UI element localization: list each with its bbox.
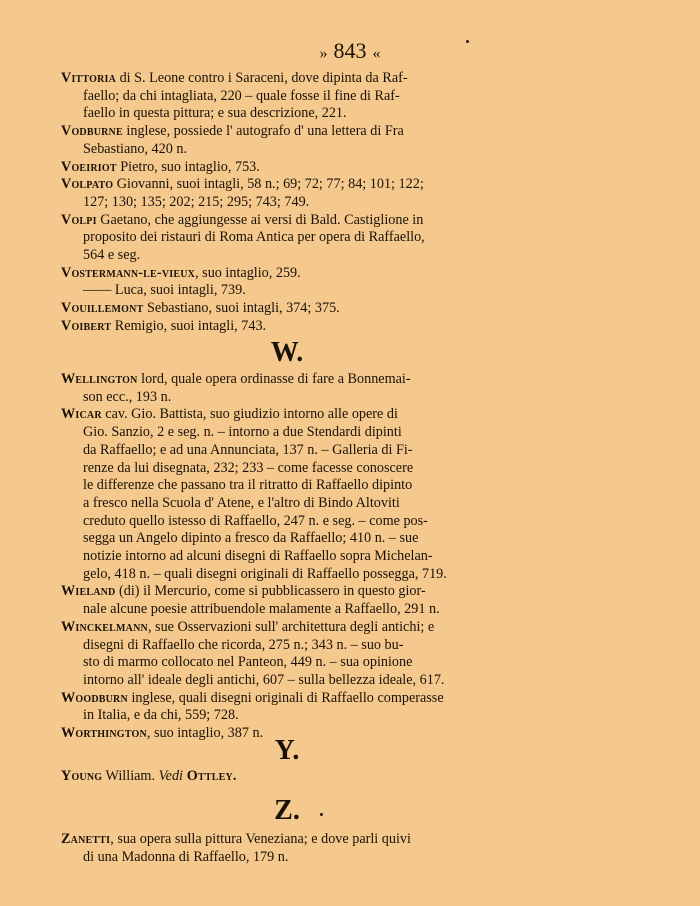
index-entry-headword-line (61, 212, 513, 230)
entry-headword: Voeiriot (61, 158, 117, 175)
index-entry-continuation-line (61, 495, 513, 513)
index-entry-continuation-line (61, 513, 513, 531)
index-entry-continuation-line (61, 88, 513, 106)
page-header (0, 38, 700, 67)
entry-text: Gaetano, che aggiungesse ai versi di Bald. Castiglione in (96, 211, 424, 228)
entry-text: proposito dei ristauri di Roma Antica per opera di Raffaello, (83, 229, 425, 246)
index-entry-continuation-line (61, 672, 513, 690)
entry-text: son ecc., 193 n. (83, 388, 172, 405)
entry-text: notizie intorno ad alcuni disegni di Raffaello sopra Michelan- (83, 548, 433, 565)
entry-text: sto di marmo collocato nel Panteon, 449 n. – sua opinione (83, 654, 413, 671)
entry-text: a fresco nella Scuola d' Atene, e l'altro di Bindo Altoviti (83, 494, 400, 511)
entry-text: William. (102, 768, 159, 784)
entry-text: 127; 130; 135; 202; 215; 295; 743; 749. (83, 193, 310, 210)
entry-headword: Vostermann-le-vieux (61, 264, 196, 281)
entry-text: , suo intaglio, 259. (195, 264, 301, 281)
entry-crossref-headword: Ottley. (183, 768, 237, 784)
index-entry-continuation-line (61, 530, 513, 548)
index-entry-continuation-line (61, 229, 513, 247)
index-entry-headword-line (61, 300, 513, 318)
index-entry-continuation-line (61, 566, 513, 584)
entry-text: , sue Osservazioni sull' architettura degli antichi; e (147, 618, 435, 635)
section-letter-w: W. (270, 337, 304, 368)
section-z-entries (61, 831, 513, 866)
entry-text: —— Luca, suoi intagli, 739. (83, 282, 246, 299)
index-entry-headword-line (61, 318, 513, 336)
index-entry-headword-line (61, 159, 513, 177)
entry-crossref-italic: Vedi (158, 768, 183, 784)
index-entry-continuation-line (61, 637, 513, 655)
section-letter-z: Z. (274, 795, 300, 826)
entry-text: di S. Leone contro i Saraceni, dove dipinta da Raf- (116, 70, 408, 86)
section-letter-y: Y. (274, 735, 300, 766)
index-entry-headword-line (61, 265, 513, 283)
entry-text: Sebastiano, suoi intagli, 374; 375. (143, 300, 340, 317)
entry-text: inglese, possiede l' autografo d' una lettera di Fra (122, 123, 404, 140)
entry-text: , suo intaglio, 387 n. (146, 725, 264, 742)
entry-text: le differenze che passano tra il ritratto di Raffaello dipinto (83, 477, 413, 494)
entry-headword: Voibert (61, 317, 112, 334)
index-entry-continuation-line (61, 460, 513, 478)
index-entry-continuation-line (61, 424, 513, 442)
entry-text: gelo, 418 n. – quali disegni originali di Raffaello possegga, 719. (83, 565, 447, 582)
entry-text: creduto quello istesso di Raffaello, 247 n. e seg. – come pos- (83, 512, 428, 529)
entry-text: renze da lui disegnata, 232; 233 – come facesse conoscere (83, 459, 414, 476)
entry-text: di una Madonna di Raffaello, 179 n. (83, 848, 289, 865)
entry-headword: Vittoria (61, 70, 117, 86)
entry-headword: Worthington (61, 725, 147, 742)
right-ornament: « (372, 45, 381, 62)
entry-text: lord, quale opera ordinasse di fare a Bonnemai- (137, 371, 411, 387)
entry-text: Remigio, suoi intagli, 743. (111, 317, 267, 334)
entry-text: cav. Gio. Battista, suo giudizio intorno alle opere di (101, 406, 398, 423)
entry-text: disegni di Raffaello che ricorda, 275 n.; 343 n. – suo bu- (83, 636, 404, 653)
speck-mark (320, 813, 323, 816)
index-entry-headword-line (61, 176, 513, 194)
index-entry-continuation-line (61, 105, 513, 123)
index-entry-continuation-line (61, 654, 513, 672)
index-entry-continuation-line (61, 141, 513, 159)
index-entry-headword-line (61, 70, 513, 88)
entry-text: faello; da chi intagliata, 220 – quale fosse il fine di Raf- (83, 87, 400, 104)
entry-headword: Winckelmann (61, 618, 148, 635)
entry-text: da Raffaello; e ad una Annunciata, 137 n. – Galleria di Fi- (83, 441, 413, 458)
entry-text: , sua opera sulla pittura Veneziana; e dove parli quivi (110, 831, 411, 847)
entry-headword: Volpato (61, 176, 114, 193)
left-ornament: » (319, 45, 328, 62)
entry-headword: Vouillemont (61, 300, 144, 317)
entry-headword: Woodburn (61, 689, 128, 706)
page-number: 843 (333, 38, 367, 63)
index-entry-continuation-line (61, 477, 513, 495)
index-entry-headword-line (61, 371, 513, 389)
entry-headword: Wicar (61, 406, 102, 423)
entry-text: 564 e seg. (83, 247, 141, 264)
entry-text: Giovanni, suoi intagli, 58 n.; 69; 72; 77; 84; 101; 122; (113, 176, 424, 193)
index-entry-headword-line (61, 406, 513, 424)
index-entry-continuation-line (61, 442, 513, 460)
index-entry-headword-line (61, 831, 513, 849)
index-entry-continuation-line (61, 601, 513, 619)
index-entry-continuation-line (61, 707, 513, 725)
section-v-entries (61, 70, 513, 336)
index-entry-continuation-line (61, 247, 513, 265)
index-entry-continuation-line (61, 389, 513, 407)
index-entry-continuation-line (61, 849, 513, 867)
entry-headword: Wieland (61, 583, 116, 600)
entry-text: intorno all' ideale degli antichi, 607 – sulla bellezza ideale, 617. (83, 671, 445, 688)
entry-text: Sebastiano, 420 n. (83, 140, 188, 157)
section-w-entries (61, 371, 513, 743)
index-entry-continuation-line (61, 548, 513, 566)
index-entry-continuation-line (61, 282, 513, 300)
index-entry-headword-line (61, 123, 513, 141)
entry-text: segga un Angelo dipinto a fresco da Raffaello; 410 n. – sue (83, 530, 419, 547)
index-entry-headword-line (61, 690, 513, 708)
entry-text: (di) il Mercurio, come si pubblicassero in questo gior- (115, 583, 426, 600)
entry-headword: Young (61, 768, 103, 784)
speck-mark (466, 40, 469, 43)
index-entry-continuation-line (61, 194, 513, 212)
entry-headword: Vodburne (61, 123, 123, 140)
entry-headword: Volpi (61, 211, 97, 228)
entry-headword: Zanetti (61, 831, 111, 847)
entry-text: in Italia, e da chi, 559; 728. (83, 707, 239, 724)
index-entry-headword-line (61, 619, 513, 637)
entry-text: faello in questa pittura; e sua descrizione, 221. (83, 105, 347, 122)
entry-text: Pietro, suo intaglio, 753. (116, 158, 260, 175)
entry-text: Gio. Sanzio, 2 e seg. n. – intorno a due Stendardi dipinti (83, 424, 402, 441)
index-entry-headword-line (61, 768, 513, 786)
index-entry-headword-line (61, 583, 513, 601)
entry-headword: Wellington (61, 371, 138, 387)
section-y-entries (61, 768, 513, 786)
entry-text: inglese, quali disegni originali di Raffaello comperasse (127, 689, 444, 706)
entry-text: nale alcune poesie attribuendole malamente a Raffaello, 291 n. (83, 601, 440, 618)
